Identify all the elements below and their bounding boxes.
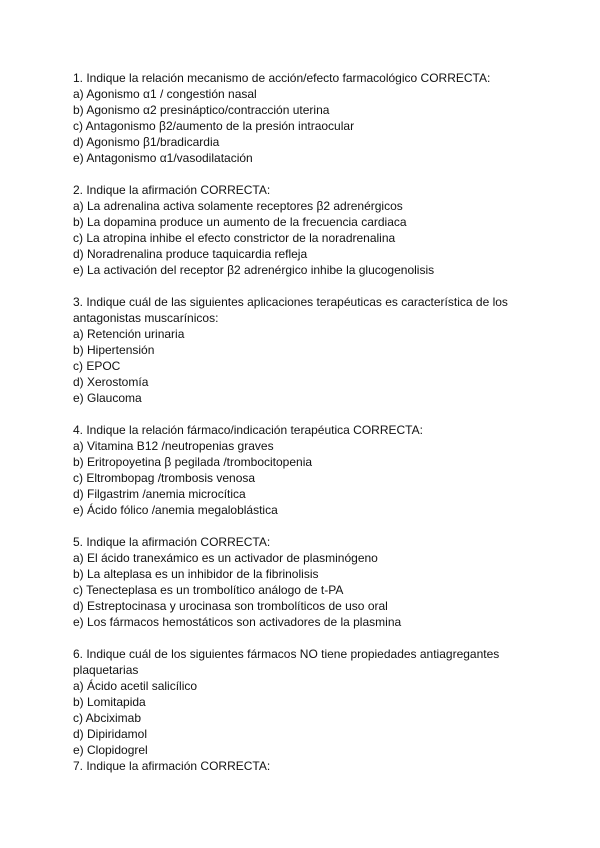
- question-4: [73, 422, 533, 518]
- option-d: d) Estreptocinasa y urocinasa son trombolíticos de uso oral: [73, 599, 388, 613]
- option-b: b) La dopamina produce un aumento de la frecuencia cardiaca: [73, 215, 407, 229]
- question-text: 1. Indique la relación mecanismo de acción/efecto farmacológico CORRECTA:: [73, 71, 491, 85]
- question-2: [73, 182, 533, 278]
- question-text: 2. Indique la afirmación CORRECTA:: [73, 183, 271, 197]
- question-text: 6. Indique cuál de los siguientes fármacos NO tiene propiedades antiagregantes plaquetarias: [73, 647, 500, 677]
- option-b: b) Hipertensión: [73, 343, 155, 357]
- option-b: b) Agonismo α2 presináptico/contracción uterina: [73, 103, 330, 117]
- option-c: c) Tenecteplasa es un trombolítico análogo de t-PA: [73, 583, 344, 597]
- option-a: a) Vitamina B12 /neutropenias graves: [73, 439, 274, 453]
- option-d: d) Xerostomía: [73, 375, 149, 389]
- question-text: 5. Indique la afirmación CORRECTA:: [73, 535, 271, 549]
- option-b: b) Lomitapida: [73, 695, 146, 709]
- option-c: c) Eltrombopag /trombosis venosa: [73, 471, 256, 485]
- option-d: d) Filgastrim /anemia microcítica: [73, 487, 246, 501]
- option-e: e) Los fármacos hemostáticos son activadores de la plasmina: [73, 615, 402, 629]
- option-a: a) Retención urinaria: [73, 327, 185, 341]
- option-d: d) Dipiridamol: [73, 727, 148, 741]
- option-d: d) Agonismo β1/bradicardia: [73, 135, 220, 149]
- option-c: c) Antagonismo β2/aumento de la presión intraocular: [73, 119, 355, 133]
- question-text: 3. Indique cuál de las siguientes aplicaciones terapéuticas es característica de los antagonistas muscarínicos:: [73, 295, 508, 325]
- option-a: a) La adrenalina activa solamente receptores β2 adrenérgicos: [73, 199, 403, 213]
- option-a: a) Agonismo α1 / congestión nasal: [73, 87, 257, 101]
- option-d: d) Noradrenalina produce taquicardia refleja: [73, 247, 308, 261]
- option-e: e) Glaucoma: [73, 391, 142, 405]
- question-6: [73, 646, 533, 758]
- option-e: e) Ácido fólico /anemia megaloblástica: [73, 503, 278, 517]
- option-c: c) EPOC: [73, 359, 121, 373]
- question-7: [73, 758, 533, 774]
- question-1: [73, 70, 533, 166]
- question-3: [73, 294, 533, 406]
- option-a: a) Ácido acetil salicílico: [73, 679, 198, 693]
- question-text: 7. Indique la afirmación CORRECTA:: [73, 759, 271, 773]
- question-list: [73, 70, 533, 774]
- option-b: b) La alteplasa es un inhibidor de la fibrinolisis: [73, 567, 319, 581]
- option-e: e) Clopidogrel: [73, 743, 148, 757]
- option-e: e) Antagonismo α1/vasodilatación: [73, 151, 253, 165]
- option-a: a) El ácido tranexámico es un activador de plasminógeno: [73, 551, 378, 565]
- option-e: e) La activación del receptor β2 adrenérgico inhibe la glucogenolisis: [73, 263, 435, 277]
- question-text: 4. Indique la relación fármaco/indicación terapéutica CORRECTA:: [73, 423, 423, 437]
- option-b: b) Eritropoyetina β pegilada /trombocitopenia: [73, 455, 313, 469]
- question-5: [73, 534, 533, 630]
- option-c: c) La atropina inhibe el efecto constrictor de la noradrenalina: [73, 231, 396, 245]
- option-c: c) Abciximab: [73, 711, 142, 725]
